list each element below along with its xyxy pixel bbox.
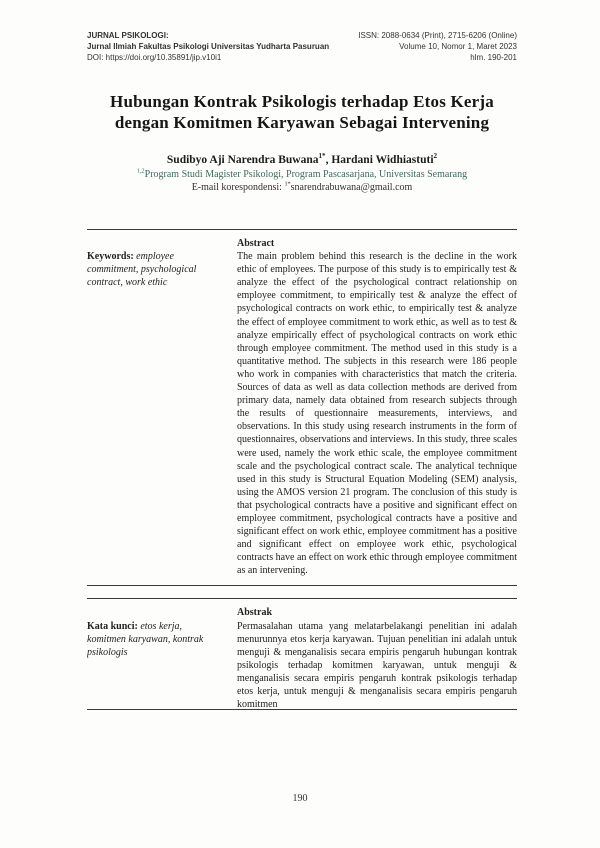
abstract-english-column bbox=[237, 237, 517, 577]
journal-volume: Volume 10, Nomor 1, Maret 2023 bbox=[399, 42, 517, 51]
page-number: 190 bbox=[292, 793, 308, 804]
article-title-line1: Hubungan Kontrak Psikologis terhadap Etos Kerja bbox=[110, 92, 494, 111]
abstract-indonesian-column bbox=[237, 606, 517, 709]
journal-title: JURNAL PSIKOLOGI: bbox=[87, 31, 169, 40]
authors-line bbox=[87, 154, 517, 166]
email-superscript: 1* bbox=[284, 180, 291, 188]
affiliation-text: Program Studi Magister Psikologi, Program Pascasarjana, Universitas Semarang bbox=[144, 169, 468, 180]
author-separator: , bbox=[325, 154, 332, 166]
abstract-section-english bbox=[87, 229, 517, 586]
abstrak-body: Permasalahan utama yang melatarbelakangi penelitian ini adalah menurunnya etos kerja karyawan. Tujuan penelitian ini adalah untuk menguji & menganalisis secara empiris pengaruh hubungan kontrak psikologis terhadap komitmen karyawan, untuk menguji & menganalisis secara empiris pengaruh kontrak psikologis terhadap etos kerja, untuk menguji & menganalisis secara empiris pengaruh komitmen bbox=[237, 620, 517, 711]
abstract-body: The main problem behind this research is the decline in the work ethic of employees. The purpose of this study is to empirically test & analyze the effect of the psychological contract relationship on employee commitment, to empirically test & analyze the effect of psychological contracts on work ethic, to empirically test & analyze the effect of employee commitment to work ethic, as well as to test & analyze empirically effect of psychological contracts on work ethic through employee commitment. The method used in this study is a quantitative method. The subjects in this research were 186 people who work in companies with characteristics that match the criteria. Sources of data as well as data collection methods are derived from primary data, namely data obtained from research subjects through the results of questionnaire measurements, interviews, and observations. In this study using research instruments in the form of questionnaires, observations and interviews. In this study, three scales were used, namely the work ethic scale, the employee commitment scale and the psychological contract scale. The analytical technique used in this study is Structural Equation Modeling (SEM) analysis, using the AMOS version 21 program. The conclusion of this study is that psychological contracts have a positive and significant effect on employee commitment, psychological contracts have a positive and significant effect on work ethic, employee commitment has a positive and significant effect on employee work ethic, psychological contracts have an effect on work ethic through employee commitment as an intervening. bbox=[237, 251, 517, 577]
author-2-superscript: 2 bbox=[433, 152, 438, 161]
author-1-name: Sudibyo Aji Narendra Buwana bbox=[166, 154, 319, 166]
affiliation-line bbox=[87, 169, 517, 180]
journal-header-left bbox=[87, 30, 329, 63]
abstract-heading: Abstract bbox=[237, 238, 275, 249]
kata-kunci-text: etos kerja, komitmen karyawan, kontrak psikologis bbox=[87, 620, 204, 658]
article-title bbox=[87, 92, 517, 133]
keywords-label: Keywords: bbox=[87, 251, 134, 263]
journal-header bbox=[87, 30, 517, 63]
email-address: snarendrabuwana@gmail.com bbox=[290, 182, 413, 193]
author-2-name: Hardani Widhiastuti bbox=[331, 154, 434, 166]
kata-kunci-label: Kata kunci: bbox=[87, 620, 138, 632]
journal-subtitle: Jurnal Ilmiah Fakultas Psikologi Universitas Yudharta Pasuruan bbox=[87, 42, 330, 51]
keywords-block-english bbox=[87, 237, 237, 577]
journal-page-range: hlm. 190-201 bbox=[470, 53, 517, 62]
keywords-block-indonesian bbox=[87, 606, 237, 709]
affiliation-superscript: 1,2 bbox=[136, 167, 145, 175]
keywords-text: employee commitment, psychological contract, work ethic bbox=[87, 251, 197, 289]
email-label: E-mail korespondensi: bbox=[191, 182, 285, 193]
journal-header-right bbox=[358, 30, 517, 63]
author-1-superscript: 1* bbox=[318, 152, 326, 161]
email-line bbox=[87, 182, 517, 193]
abstract-section-indonesian bbox=[87, 598, 517, 710]
article-title-line2: dengan Komitmen Karyawan Sebagai Intervening bbox=[114, 112, 490, 132]
journal-doi: DOI: https://doi.org/10.35891/jip.v10i1 bbox=[87, 53, 222, 62]
abstrak-heading: Abstrak bbox=[237, 607, 273, 619]
journal-issn: ISSN: 2088-0634 (Print), 2715-6206 (Online) bbox=[358, 31, 517, 40]
